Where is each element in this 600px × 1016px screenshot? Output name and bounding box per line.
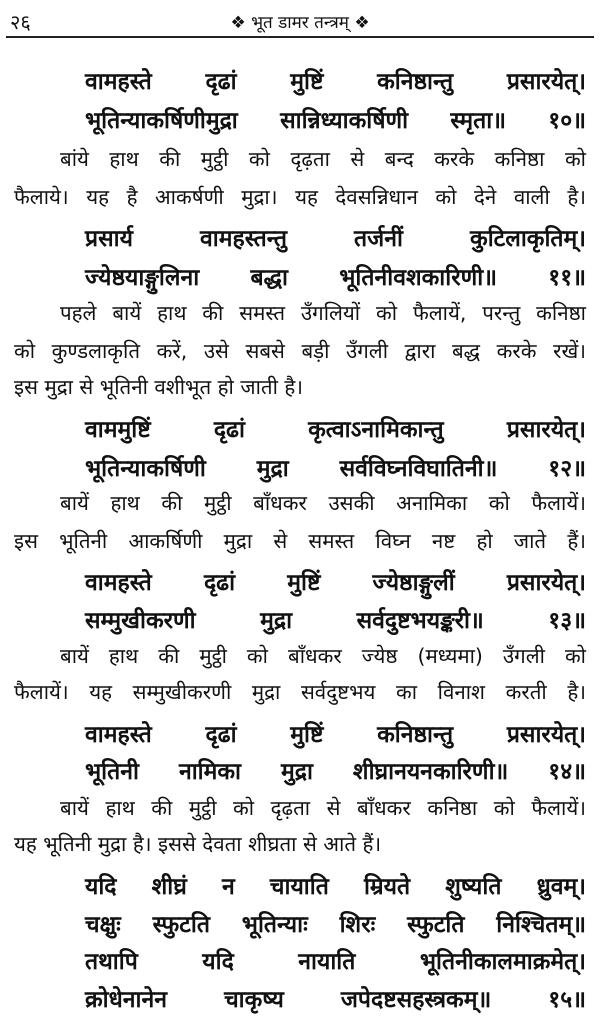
verse-line: वामहस्ते दृढां मुष्टिं ज्येष्ठाङ्गुलीं प्रसारयेत्। xyxy=(85,570,586,596)
header-rule xyxy=(6,36,594,38)
translation-line: बायें हाथ की मुट्ठी को बाँधकर ज्येष्ठ (मध्यमा) उँगली को xyxy=(60,644,586,668)
page-number: २६ xyxy=(10,10,31,34)
running-title: ❖ भूत डामर तन्त्रम् ❖ xyxy=(230,13,370,33)
verse-line: भूतिन्याकर्षिणी मुद्रा सर्वविघ्नविघातिनी॥ १२॥ xyxy=(85,456,586,482)
page-header xyxy=(0,6,600,36)
verse-line: तथापि यदि नायाति भूतिनीकालमाक्रमेत्। xyxy=(85,949,586,975)
verse-line: सम्मुखीकरणी मुद्रा सर्वदुष्टभयङ्करी॥ १३॥ xyxy=(85,608,586,634)
verse-line: यदि शीघ्रं न चायाति म्रियते शुष्यति ध्रुवम्। xyxy=(85,874,586,900)
translation-line: पहले बायें हाथ की समस्त उँगलियों को फैलायें, परन्तु कनिष्ठा xyxy=(60,301,586,325)
verse-line: वाममुष्टिं दृढां कृत्वाऽनामिकान्तु प्रसारयेत्। xyxy=(85,417,586,443)
verse-line: वामहस्ते दृढां मुष्टिं कनिष्ठान्तु प्रसारयेत्। xyxy=(85,69,586,95)
translation-line: बायें हाथ की मुट्ठी को दृढ़ता से बाँधकर कनिष्ठा को फैलायें। xyxy=(60,796,586,820)
translation-line: फैलायें। यह सम्मुखीकरणी मुद्रा सर्वदुष्टभय का विनाश करती है। xyxy=(14,680,586,704)
verse-line: भूतिनी नामिका मुद्रा शीघ्रानयनकारिणी॥ १४॥ xyxy=(85,759,586,785)
translation-line: को कुण्डलाकृति करें, उसे सबसे बड़ी उँगली द्वारा बद्ध करके रखें। xyxy=(14,339,586,363)
translation-line: फैलाये। यह है आकर्षणी मुद्रा। यह देवसन्निधान को देने वाली है। xyxy=(14,185,586,209)
translation-line: इस मुद्रा से भूतिनी वशीभूत हो जाती है। xyxy=(14,375,304,399)
verse-line: ज्येष्ठयाङ्गुलिना बद्धा भूतिनीवशकारिणी॥ ११॥ xyxy=(85,265,586,291)
verse-line: क्रोधेनानेन चाकृष्य जपेदष्टसहस्त्रकम्॥ १५॥ xyxy=(85,987,586,1013)
verse-line: चक्षुः स्फुटति भूतिन्याः शिरः स्फुटति निश्चितम्॥ xyxy=(85,912,586,938)
verse-line: वामहस्ते दृढां मुष्टिं कनिष्ठान्तु प्रसारयेत्। xyxy=(85,722,586,748)
translation-line: बायें हाथ की मुट्ठी बाँधकर उसकी अनामिका को फैलायें। xyxy=(60,491,586,515)
verse-line: भूतिन्याकर्षिणीमुद्रा सान्निध्याकर्षिणी स्मृता॥ १०॥ xyxy=(85,108,586,134)
translation-line: बांये हाथ की मुट्ठी को दृढ़ता से बन्द करके कनिष्ठा को xyxy=(60,147,586,171)
translation-line: यह भूतिनी मुद्रा है। इससे देवता शीघ्रता से आते हैं। xyxy=(14,832,382,856)
translation-line: इस भूतिनी आकर्षिणी मुद्रा से समस्त विघ्न नष्ट हो जाते हैं। xyxy=(14,529,586,553)
verse-line: प्रसार्य वामहस्तन्तु तर्जनीं कुटिलाकृतिम्। xyxy=(85,226,586,252)
